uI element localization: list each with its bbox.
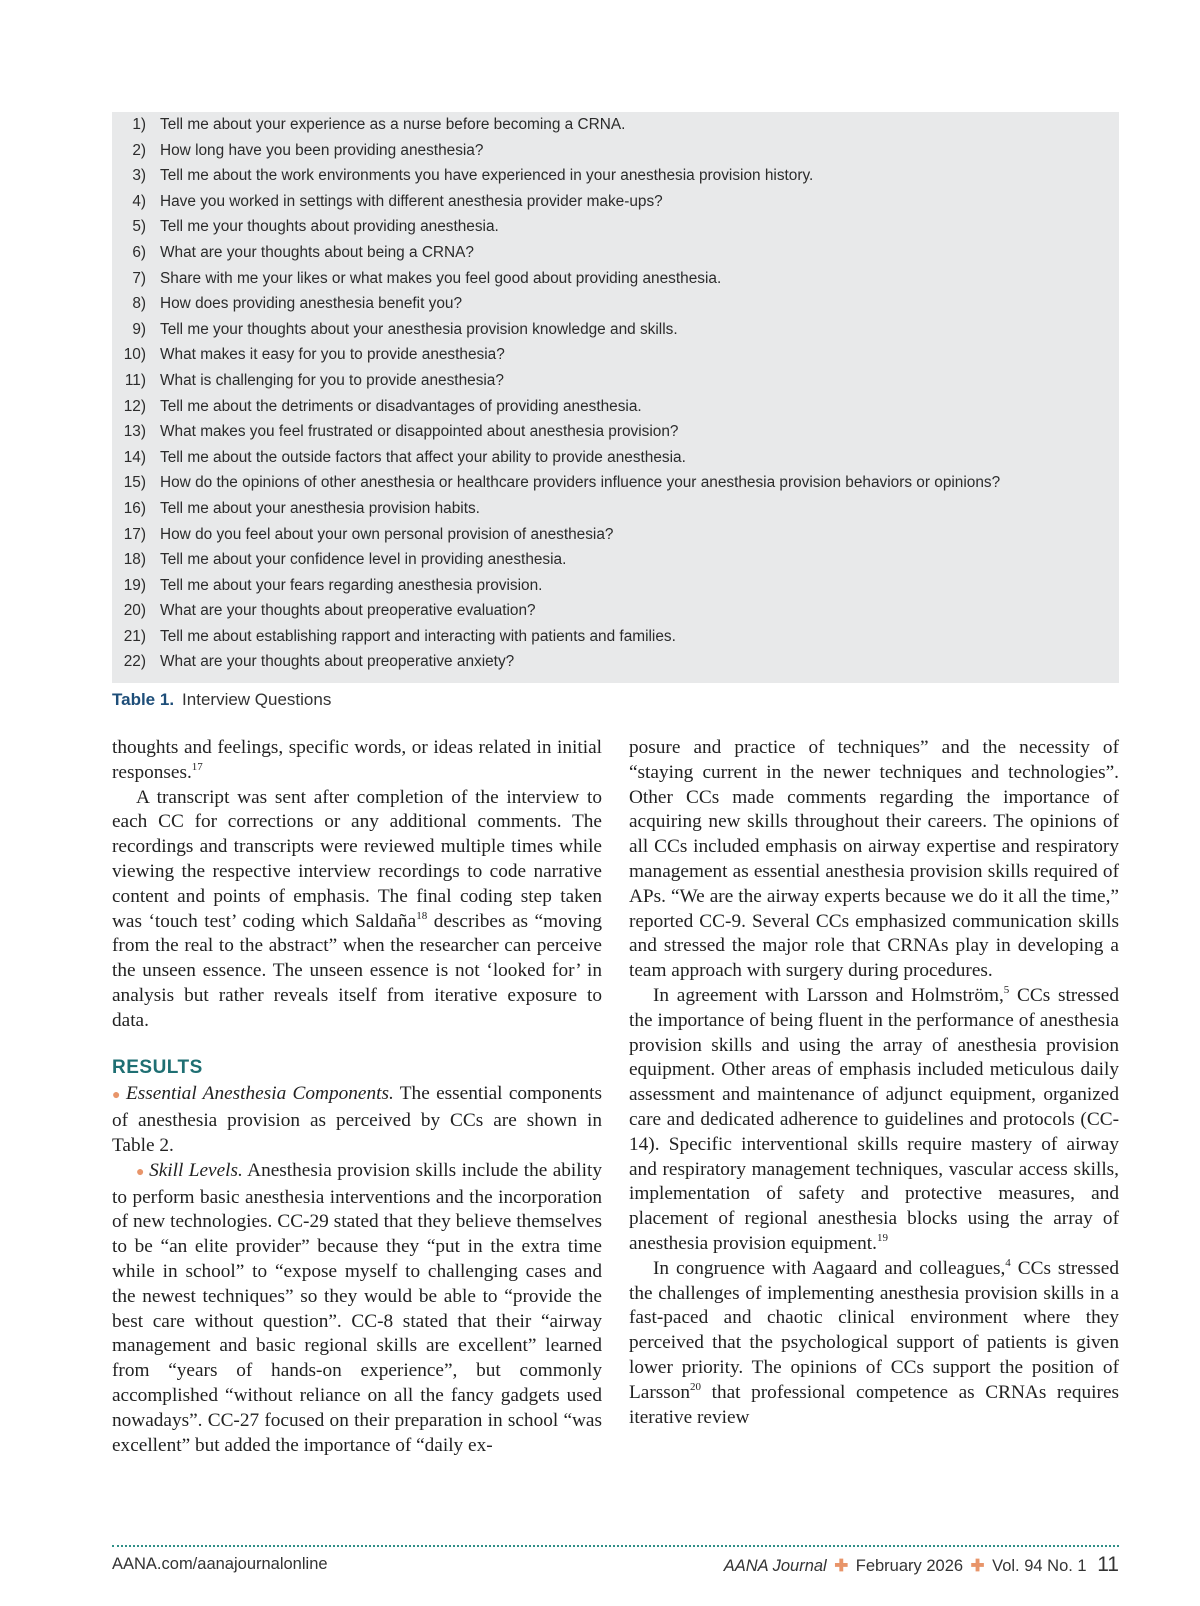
question-text: Tell me about the outside factors that affect your ability to provide anesthesia. [160, 448, 686, 466]
journal-name: AANA Journal [723, 1557, 827, 1575]
reference-superscript: 20 [690, 1380, 702, 1393]
table-row [112, 193, 1119, 219]
table-row [112, 423, 1119, 449]
question-text: Tell me about your experience as a nurse before becoming a CRNA. [160, 116, 626, 133]
bullet-icon: ● [136, 1164, 146, 1180]
question-number: 19) [123, 576, 146, 594]
table-row [112, 142, 1119, 168]
paragraph: A transcript was sent after completion of the interview to each CC for corrections or any additional comments. The recordings and transcripts were reviewed multiple times while viewing the respective interview recordings to code narrative content and points of emphasis. The final coding step taken was ‘touch test’ coding which Saldaña$^{18}$ describes as “moving from the real to the abstract” when the researcher can perceive the unseen essence. The unseen essence is not ‘looked for’ in analysis but rather reveals itself from iterative exposure to data. [112, 786, 602, 1031]
table-row [112, 551, 1119, 577]
table-row [112, 500, 1119, 526]
question-text: What makes it easy for you to provide anesthesia? [160, 346, 505, 364]
issue-number: No. 1 [1047, 1557, 1087, 1575]
reference-superscript: 5 [1003, 983, 1010, 996]
table-row [112, 372, 1119, 398]
question-text: Tell me your thoughts about your anesthesia provision knowledge and skills. [160, 320, 678, 338]
issue-date: February 2026 [855, 1557, 964, 1575]
question-text: How do you feel about your own personal provision of anesthesia? [160, 525, 614, 543]
paragraph: In agreement with Larsson and Holmström,$^5$ CCs stressed the importance of being fluent in the performance of anesthesia provision skills and using the array of anesthesia provision equipment. Other areas of emphasis included meticulous daily assessment and maintenance of adjunct equipment, organized care and dedicated adherence to guidelines and protocols (CC-14). Specific interventional skills require mastery of airway and respiratory management techniques, vascular access skills, implementation of safety and protective measures, and placement of regional anesthesia blocks using the array of anesthesia provision equipment.$^{19}$ [629, 983, 1119, 1254]
question-text: Tell me about establishing rapport and interacting with patients and families. [160, 627, 676, 645]
question-number: 17) [123, 525, 146, 543]
question-number: 10) [123, 346, 146, 364]
table-row [112, 116, 1119, 142]
question-number: 20) [123, 602, 146, 620]
table-row [112, 167, 1119, 193]
question-number: 5) [132, 218, 146, 236]
run-in-heading: Skill Levels. [149, 1159, 243, 1181]
reference-superscript: 4 [1005, 1256, 1011, 1269]
question-text: How does providing anesthesia benefit you? [160, 295, 463, 313]
question-text: What are your thoughts about preoperative anxiety? [160, 653, 515, 671]
question-text: Tell me about the detriments or disadvantages of providing anesthesia. [160, 397, 642, 415]
question-number: 2) [132, 141, 146, 159]
footer-divider [112, 1545, 1119, 1547]
paragraph: thoughts and feelings, specific words, or ideas related in initial responses.$^{17}$ [112, 737, 602, 783]
paragraph: ● Skill Levels. Anesthesia provision skills include the ability to perform basic anesthesia interventions and the incorporation of new technologies. CC-29 stated that they believe themselves to be “an elite provider” because they “put in the extra time while in school” to “expose myself to challenging cases and the newest techniques” so they would be able to “provide the best care without question”. CC-8 stated that their “airway management and basic regional skills are excellent” learned from “years of hands-on experience”, but commonly accomplished “without reliance on all the fancy gadgets used nowadays”. CC-27 focused on their preparation in school “was excellent” but added the importance of “daily ex- [112, 1159, 602, 1456]
question-number: 14) [123, 448, 146, 466]
question-number: 18) [123, 551, 146, 569]
question-number: 12) [123, 397, 146, 415]
question-number: 4) [132, 192, 146, 210]
question-text: What makes you feel frustrated or disappointed about anesthesia provision? [160, 423, 679, 441]
table-row [112, 244, 1119, 270]
table-row [112, 346, 1119, 372]
plus-icon: ✚ [834, 1557, 849, 1575]
footer-url[interactable]: AANA.com/aanajournalonline [112, 1555, 328, 1573]
left-column [112, 736, 602, 1458]
volume: Vol. 94 [992, 1557, 1043, 1575]
question-text: Tell me about your fears regarding anesthesia provision. [160, 576, 543, 594]
table-row [112, 526, 1119, 552]
table-row [112, 398, 1119, 424]
question-number: 16) [123, 499, 146, 517]
table-row [112, 295, 1119, 321]
reference-superscript: 19 [876, 1231, 888, 1244]
question-number: 1) [132, 116, 146, 133]
interview-questions-table [112, 112, 1119, 683]
question-number: 9) [132, 320, 146, 338]
right-column [629, 736, 1119, 1430]
question-number: 11) [124, 371, 146, 389]
table-row [112, 602, 1119, 628]
question-text: What is challenging for you to provide anesthesia? [160, 371, 504, 389]
run-in-heading: Essential Anesthesia Components. [125, 1083, 394, 1105]
question-text: Share with me your likes or what makes you feel good about providing anesthesia. [160, 269, 722, 287]
question-text: How long have you been providing anesthesia? [160, 141, 484, 159]
question-number: 22) [123, 653, 146, 671]
table-row [112, 653, 1119, 679]
question-text: How do the opinions of other anesthesia or healthcare providers influence your anesthesia provision behaviors or opinions? [160, 474, 1001, 492]
table-row [112, 449, 1119, 475]
plus-icon: ✚ [970, 1557, 985, 1575]
table-row [112, 474, 1119, 500]
question-text: What are your thoughts about being a CRNA? [160, 243, 474, 261]
table-row [112, 270, 1119, 296]
question-text: Tell me about your confidence level in providing anesthesia. [160, 551, 567, 569]
question-number: 15) [123, 474, 146, 492]
section-heading: RESULTS [112, 1056, 203, 1078]
question-number: 13) [123, 423, 146, 441]
paragraph: posure and practice of techniques” and the necessity of “staying current in the newer techniques and technologies”. Other CCs made comments regarding the importance of acquiring new skills throughout their careers. The opinions of all CCs included emphasis on airway expertise and respiratory management as essential anesthesia provision skills required of APs. “We are the airway experts because we do it all the time,” reported CC-9. Several CCs emphasized communication skills and stressed the major role that CRNAs play in developing a team approach with surgery during procedures. [629, 737, 1119, 982]
question-text: Tell me about the work environments you have experienced in your anesthesia provision history. [160, 167, 814, 185]
paragraph: In congruence with Aagaard and colleagues,$^4$ CCs stressed the challenges of implementing anesthesia provision skills in a fast-paced and chaotic clinical environment where they perceived that the psychological support of patients is given lower priority. The opinions of CCs support the position of Larsson$^{20}$ that professional competence as CRNAs requires iterative review [629, 1256, 1119, 1428]
question-number: 21) [123, 627, 146, 645]
question-text: What are your thoughts about preoperative evaluation? [160, 602, 536, 620]
reference-superscript: 18 [416, 909, 428, 922]
question-text: Have you worked in settings with different anesthesia provider make-ups? [160, 192, 663, 210]
footer-citation [724, 1553, 1119, 1577]
reference-superscript: 17 [191, 760, 203, 773]
table-caption-label: Table 1. [112, 690, 175, 709]
question-number: 6) [132, 243, 146, 261]
question-text: Tell me about your anesthesia provision habits. [160, 499, 480, 517]
question-number: 3) [132, 167, 146, 185]
question-number: 7) [132, 269, 146, 287]
table-row [112, 577, 1119, 603]
table-row [112, 628, 1119, 654]
table-caption [112, 690, 331, 710]
table-row [112, 218, 1119, 244]
bullet-icon: ● [112, 1088, 122, 1104]
question-text: Tell me your thoughts about providing anesthesia. [160, 218, 499, 236]
page-number: 11 [1097, 1553, 1119, 1576]
question-number: 8) [132, 295, 146, 313]
table-row [112, 321, 1119, 347]
table-caption-title: Interview Questions [182, 690, 332, 709]
paragraph: ● Essential Anesthesia Components. The essential components of anesthesia provision as perceived by CCs are shown in Table 2. [112, 1083, 602, 1156]
